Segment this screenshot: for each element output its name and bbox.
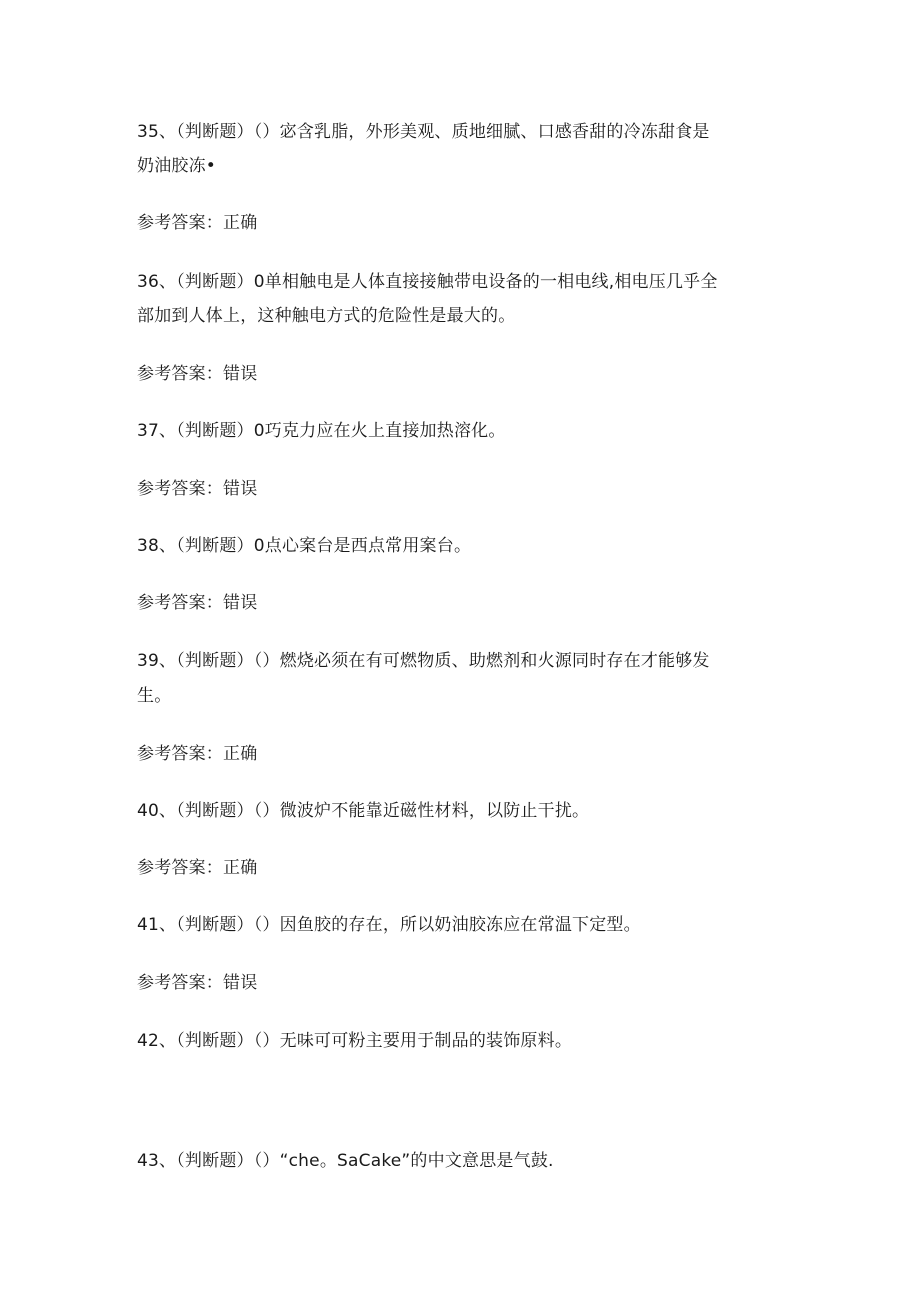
question-36-line-2: 部加到人体上，这种触电方式的危险性是最大的。 bbox=[137, 306, 516, 326]
answer-36: 参考答案：错误 bbox=[137, 364, 258, 384]
question-43-line-1: 43、（判断题）（）“che。SaCake”的中文意思是气鼓. bbox=[137, 1151, 554, 1171]
answer-37: 参考答案：错误 bbox=[137, 479, 258, 499]
question-42-line-1: 42、（判断题）（）无味可可粉主要用于制品的装饰原料。 bbox=[137, 1031, 573, 1051]
answer-38: 参考答案：错误 bbox=[137, 593, 258, 613]
question-36-line-1: 36、（判断题）0单相触电是人体直接接触带电设备的一相电线,相电压几乎全 bbox=[137, 272, 718, 292]
question-39-line-1: 39、（判断题）（）燃烧必须在有可燃物质、助燃剂和火源同时存在才能够发 bbox=[137, 651, 710, 671]
question-41-line-1: 41、（判断题）（）因鱼胶的存在，所以奶油胶冻应在常温下定型。 bbox=[137, 915, 641, 935]
answer-41: 参考答案：错误 bbox=[137, 973, 258, 993]
question-39-line-2: 生。 bbox=[137, 686, 172, 706]
answer-39: 参考答案：正确 bbox=[137, 744, 258, 764]
question-35-line-2: 奶油胶冻• bbox=[137, 156, 217, 176]
question-38-line-1: 38、（判断题）0点心案台是西点常用案台。 bbox=[137, 536, 472, 556]
answer-40: 参考答案：正确 bbox=[137, 858, 258, 878]
question-40-line-1: 40、（判断题）（）微波炉不能靠近磁性材料，以防止干扰。 bbox=[137, 801, 590, 821]
question-35-line-1: 35、（判断题）（）宓含乳脂，外形美观、质地细腻、口感香甜的冷冻甜食是 bbox=[137, 122, 710, 142]
answer-35: 参考答案：正确 bbox=[137, 213, 258, 233]
question-37-line-1: 37、（判断题）0巧克力应在火上直接加热溶化。 bbox=[137, 421, 506, 441]
